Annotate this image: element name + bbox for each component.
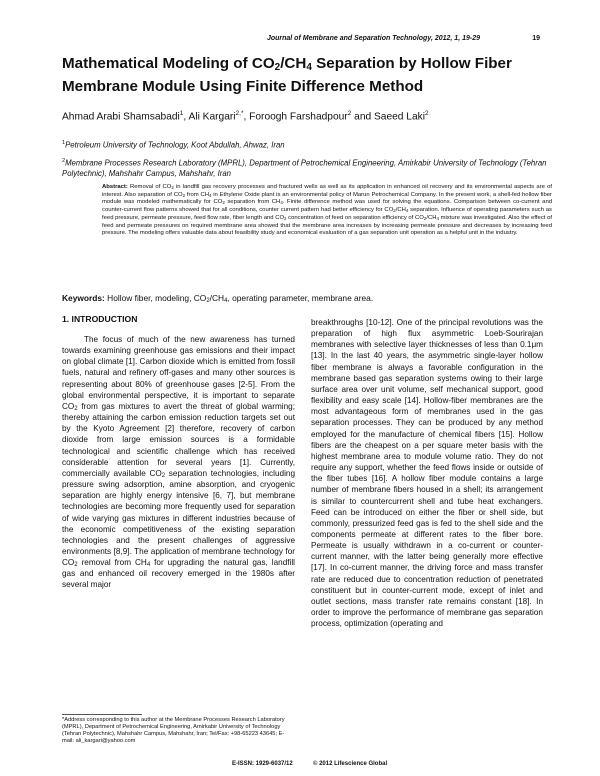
- journal-citation: Journal of Membrane and Separation Technology, 2012, 1, 19-29: [266, 35, 480, 42]
- left-column-text: [62, 334, 295, 591]
- affiliation-1: $^1$Petroleum University of Technology, Koot Abdullah, Ahwaz, Iran: [62, 140, 285, 150]
- paper-title: Mathematical Modeling of $CO_2/CH_4$ Separation by Hollow Fiber Membrane Module Using Finite Difference Method: [62, 55, 512, 95]
- body-paragraph: breakthroughs [10-12]. One of the principal revolutions was the preparation of high flux asymmetric Loeb-Sourirajan membranes with selective layer thicknesses of less than 0.1μm [13]. In the last 40 years, the asymmetric single-layer hollow fiber membrane is always a favorable configuration in the membrane based gas separation systems owing to their large surface area over unit volume, self mechanical support, good flexibility and easy scale [14]. Hollow-fiber membranes are the most advantageous form of membranes used in the gas separation processes. They can be produced by any method employed for the manufacture of chemical fibers [15]. Hollow fibers are the cheapest on a per square meter basis with the highest membrane area to module volume ratio. They do not require any support, whether the feed flows inside or outside of the fiber tubes [16]. A hollow fiber module contains a large number of membrane fibers housed in a shell; its arrangement is similar to countercurrent shell and tube heat exchangers. Feed can be introduced on either the fiber or shell side, but commonly, pressurized feed gas is fed to the shell side and the components permeate at different rates to the fiber bore. Permeate is usually withdrawn in a co-current or counter-current manner, with the latter being generally more effective [17]. In co-current manner, the driving force and mass transfer rate are reduced due to concentration reduction of penetrated constituent but in counter-current mode, except of inlet and outlet sections, mass transfer rate remains constant [18]. In order to improve the performance of membrane gas separation process, optimization (operating and: [311, 318, 543, 629]
- page-number: 19: [532, 35, 540, 42]
- author-name: Ali Kargari: [188, 111, 236, 123]
- footer-copyright: © 2012 Lifescience Global: [313, 761, 388, 767]
- keywords: Keywords: Hollow fiber, modeling, $CO_2/CH_4$, operating parameter, membrane area.: [62, 293, 374, 304]
- author-name: Foroogh Farshadpour: [249, 111, 348, 123]
- right-column-text: [311, 317, 543, 629]
- running-head: [60, 35, 540, 47]
- section-heading-introduction: 1. INTRODUCTION: [62, 314, 138, 324]
- footer-issn: E-ISSN: 1929-6037/12: [232, 761, 293, 767]
- author-name: Saeed Laki: [374, 111, 425, 123]
- keywords-label: Keywords:: [62, 293, 105, 303]
- author-name: Ahmad Arabi Shamsabadi: [62, 111, 180, 123]
- footnote-divider: [62, 714, 142, 715]
- author-list: Ahmad Arabi Shamsabadi$^1$, Ali Kargari$^{2,*}$, Foroogh Farshadpour$^2$ and Saeed Laki$^2$: [62, 110, 429, 123]
- abstract: Abstract: Removal of $CO_2$ in landfill gas recovery processes and fractured wells as well as its application in enhanced oil recovery and its environmental aspects are of interest. Also separation of $CO_2$ from $CH_4$ in Ethylene Oxide plant is an environmental policy of Marun Petrochemical Company. In the present work, a shell-fed hollow fiber module was modeled mathematically for $CO_2$ separation from $CH_4$. Finite difference method was used for solving the equations. Comparison between co-current and counter-current flow patterns showed that for all conditions, counter current pattern had better efficiency for $CO_2/CH_4$ separation. Influence of operating parameters such as feed pressure, permeate pressure, feed flow rate, fiber length and $CO_2$ concentration of feed on separation efficiency of $CO_2/CH_4$ mixture was investigated. Also the effect of feed and permeate pressures on required membrane area showed that the membrane area increases by increasing permeate pressure and decreases by increasing feed pressure. The modeling offers valuable data about feasibility study and economical evaluation of a gas separation unit operation as a helpful unit in the industry.: [102, 184, 553, 237]
- corresponding-author-footnote: *Address corresponding to this author at the Membrane Processes Research Laboratory (MPRL), Department of Petrochemical Engineering, Amirkabir University of Technology (Tehran Polytechnic), Mahshahr Campus, Mahshahr, Iran; Tel/Fax: +98-65223 43645; E-mail: ali_kargari@yahoo.com: [62, 717, 285, 744]
- abstract-label: Abstract:: [102, 184, 128, 190]
- body-paragraph: The focus of much of the new awareness has turned towards examining greenhouse gas emissions and their impact on global climate [1]. Carbon dioxide which is emitted from fossil fuels, natural and refinery off-gases and many other sources is representing about 80% of greenhouse gases [2-5]. From the global environmental perspective, it is important to separate $CO_2$ from gas mixtures to avert the threat of global warming; thereby attaining the carbon emission reduction targets set out by the Kyoto Agreement [2] therefore, recovery of carbon dioxide from large emission sources is a formidable technological and scientific challenge which has received considerable attention for several years [1]. Currently, commercially available $CO_2$ separation technologies, including pressure swing adsorption, amine absorption, and cryogenic separation are highly energy intensive [6, 7], but membrane technologies are becoming more frequently used for separation of wide varying gas mixtures in different industries because of the economic competitiveness of the existing separation technologies and the present challenges of aggressive environments [8,9]. The application of membrane technology for $CO_2$ removal from $CH_4$ for upgrading the natural gas, landfill gas and enhanced oil recovery emerged in the 1980s after several major: [62, 335, 295, 590]
- affiliation-2: $^2$Membrane Processes Research Laboratory (MPRL), Department of Petrochemical Engineering, Amirkabir University of Technology (Tehran Polytechnic), Mahshahr Campus, Mahshahr, Iran: [62, 158, 547, 178]
